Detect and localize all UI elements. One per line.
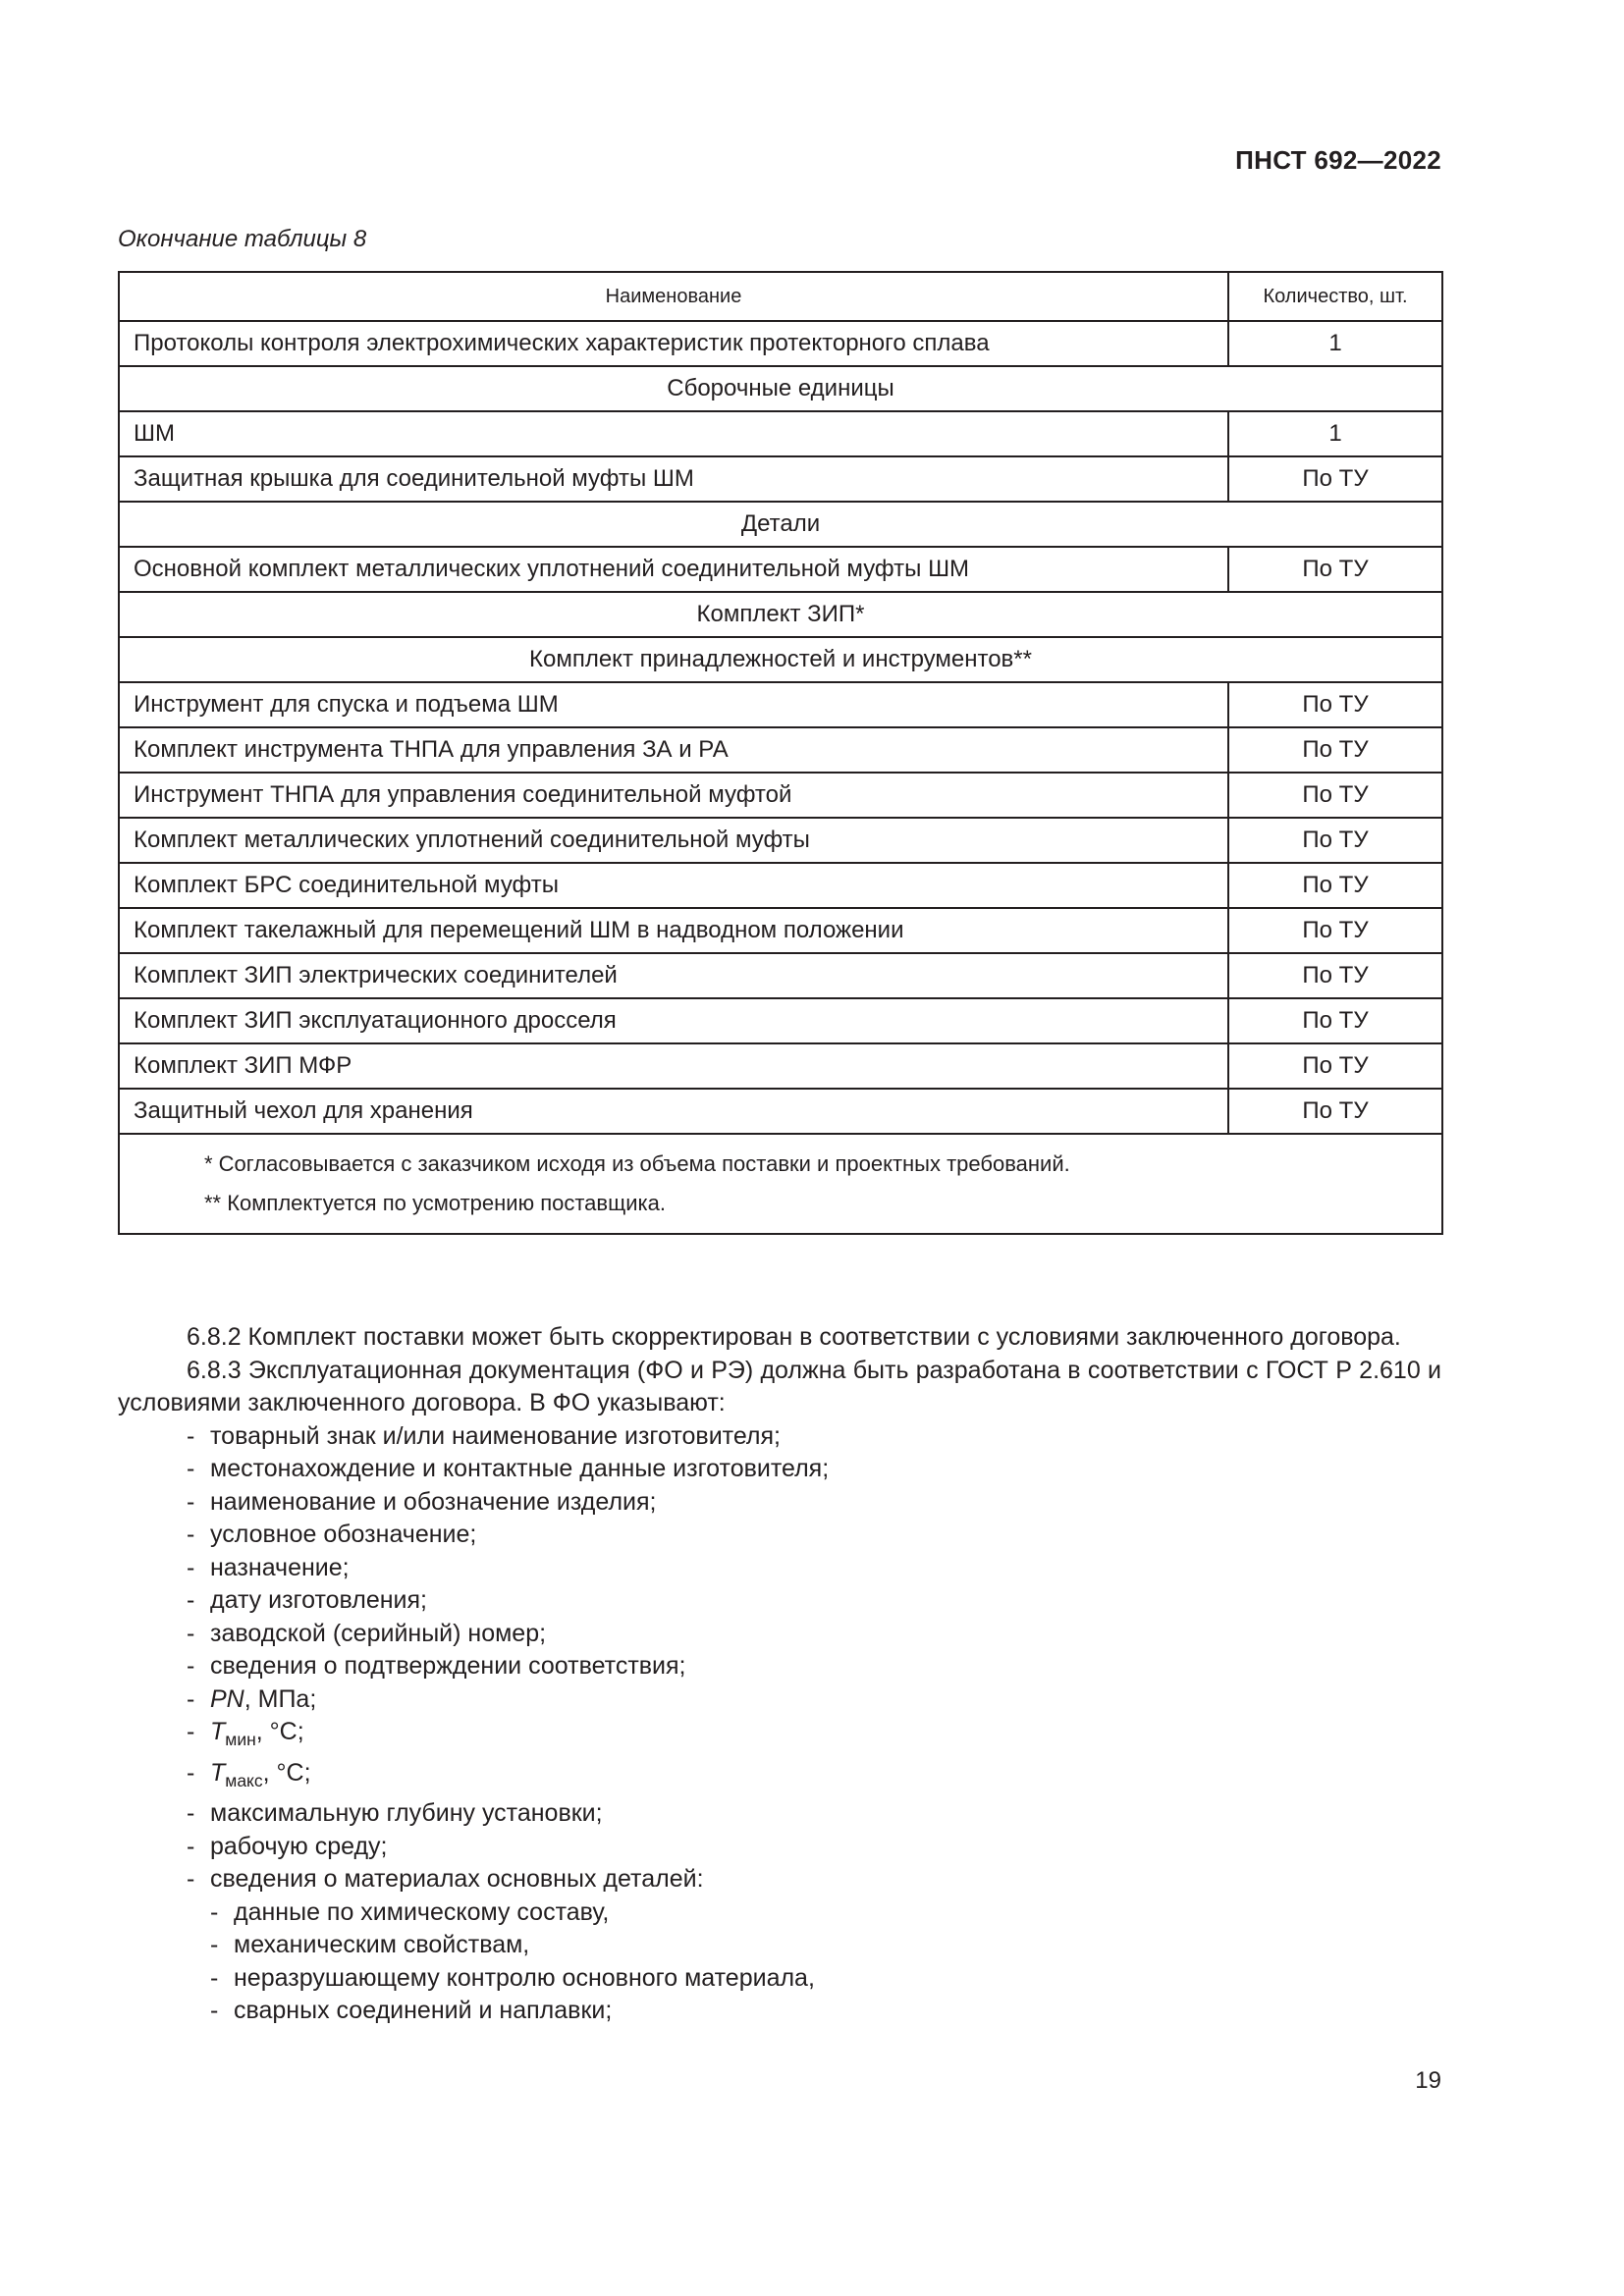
table-caption: Окончание таблицы 8	[118, 226, 367, 252]
table-body	[119, 321, 1442, 1234]
tmax-unit: , °С;	[262, 1758, 311, 1787]
item-quantity: По ТУ	[1228, 953, 1442, 998]
item-name: Основной комплект металлических уплотнений соединительной муфты ШМ	[119, 547, 1228, 592]
list-item: - местонахождение и контактные данные изготовителя;	[118, 1453, 1441, 1486]
table-row	[119, 998, 1442, 1043]
table-row	[119, 411, 1442, 456]
item-quantity: По ТУ	[1228, 1043, 1442, 1089]
item-name: Комплект металлических уплотнений соединительной муфты	[119, 818, 1228, 863]
list-item-tmin	[118, 1716, 1441, 1757]
table-section-row	[119, 502, 1442, 547]
item-quantity: По ТУ	[1228, 456, 1442, 502]
table-notes-row	[119, 1134, 1442, 1234]
item-quantity: По ТУ	[1228, 908, 1442, 953]
item-quantity: По ТУ	[1228, 818, 1442, 863]
item-quantity: По ТУ	[1228, 547, 1442, 592]
sub-list-item: - механическим свойствам,	[118, 1929, 1441, 1962]
item-name: Инструмент ТНПА для управления соединительной муфтой	[119, 773, 1228, 818]
delivery-set-table	[118, 271, 1443, 1235]
item-name: ШМ	[119, 411, 1228, 456]
table-row	[119, 547, 1442, 592]
tmin-symbol: T	[210, 1718, 226, 1745]
table-row	[119, 1043, 1442, 1089]
table-row	[119, 456, 1442, 502]
item-name: Комплект инструмента ТНПА для управления ЗА и РА	[119, 727, 1228, 773]
table-section-row	[119, 592, 1442, 637]
table-row	[119, 727, 1442, 773]
pn-unit: , МПа;	[244, 1684, 317, 1713]
tmin-unit: , °С;	[255, 1718, 304, 1745]
list-item: - дату изготовления;	[118, 1584, 1441, 1618]
table-row	[119, 321, 1442, 366]
table-row	[119, 773, 1442, 818]
table-section-row	[119, 366, 1442, 411]
pn-symbol: PN	[210, 1684, 244, 1713]
item-name: Комплект БРС соединительной муфты	[119, 863, 1228, 908]
table-notes	[119, 1134, 1442, 1234]
item-quantity: По ТУ	[1228, 682, 1442, 727]
list-item-pn	[118, 1683, 1441, 1717]
list-item-tmax	[118, 1757, 1441, 1798]
item-quantity: По ТУ	[1228, 998, 1442, 1043]
list-item: - товарный знак и/или наименование изготовителя;	[118, 1420, 1441, 1454]
item-quantity: По ТУ	[1228, 863, 1442, 908]
table-row	[119, 908, 1442, 953]
body-text	[118, 1321, 1441, 2028]
paragraph-6-8-2: 6.8.2 Комплект поставки может быть скорректирован в соответствии с условиями заключенного договора.	[187, 1323, 1401, 1351]
tmin-subscript: мин	[225, 1730, 256, 1749]
list-item: - наименование и обозначение изделия;	[118, 1486, 1441, 1520]
sub-list-item: - сварных соединений и наплавки;	[118, 1995, 1441, 2028]
tmax-subscript: макс	[225, 1770, 263, 1790]
item-name: Комплект такелажный для перемещений ШМ в надводном положении	[119, 908, 1228, 953]
item-name: Комплект ЗИП эксплуатационного дросселя	[119, 998, 1228, 1043]
table-note: ** Комплектуется по усмотрению поставщика.	[204, 1191, 666, 1215]
list-item: - назначение;	[118, 1552, 1441, 1585]
list-item: - рабочую среду;	[118, 1831, 1441, 1864]
sub-list-item: - неразрушающему контролю основного материала,	[118, 1962, 1441, 1996]
column-header-quantity: Количество, шт.	[1228, 272, 1442, 321]
section-title: Комплект принадлежностей и инструментов**	[119, 637, 1442, 682]
table-row	[119, 1089, 1442, 1134]
item-quantity: 1	[1228, 321, 1442, 366]
item-name: Протоколы контроля электрохимических характеристик протекторного сплава	[119, 321, 1228, 366]
table-note: * Согласовывается с заказчиком исходя из объема поставки и проектных требований.	[204, 1151, 1070, 1176]
item-quantity: 1	[1228, 411, 1442, 456]
table-header-row	[119, 272, 1442, 321]
list-item: - сведения о подтверждении соответствия;	[118, 1650, 1441, 1683]
section-title: Комплект ЗИП*	[119, 592, 1442, 637]
page-number: 19	[1415, 2067, 1441, 2094]
table-row	[119, 863, 1442, 908]
table-row	[119, 818, 1442, 863]
item-name: Инструмент для спуска и подъема ШМ	[119, 682, 1228, 727]
sub-list-item: - данные по химическому составу,	[118, 1896, 1441, 1930]
item-quantity: По ТУ	[1228, 773, 1442, 818]
item-name: Комплект ЗИП электрических соединителей	[119, 953, 1228, 998]
tmax-symbol: T	[210, 1758, 226, 1787]
section-title: Сборочные единицы	[119, 366, 1442, 411]
column-header-name: Наименование	[119, 272, 1228, 321]
list-item: - заводской (серийный) номер;	[118, 1618, 1441, 1651]
list-item: - сведения о материалах основных деталей:	[118, 1863, 1441, 1896]
table-section-row	[119, 637, 1442, 682]
document-code: ПНСТ 692—2022	[1235, 145, 1441, 175]
table-row	[119, 953, 1442, 998]
item-name: Защитная крышка для соединительной муфты ШМ	[119, 456, 1228, 502]
paragraph-6-8-3: 6.8.3 Эксплуатационная документация (ФО и РЭ) должна быть разработана в соответствии с ГОСТ Р 2.610 и условиями заключенного договора. В ФО указывают:	[118, 1356, 1441, 1416]
list-item: - максимальную глубину установки;	[118, 1797, 1441, 1831]
item-name: Защитный чехол для хранения	[119, 1089, 1228, 1134]
list-item: - условное обозначение;	[118, 1519, 1441, 1552]
item-quantity: По ТУ	[1228, 727, 1442, 773]
item-name: Комплект ЗИП МФР	[119, 1043, 1228, 1089]
fo-contents-list	[118, 1420, 1441, 2028]
section-title: Детали	[119, 502, 1442, 547]
item-quantity: По ТУ	[1228, 1089, 1442, 1134]
table-row	[119, 682, 1442, 727]
